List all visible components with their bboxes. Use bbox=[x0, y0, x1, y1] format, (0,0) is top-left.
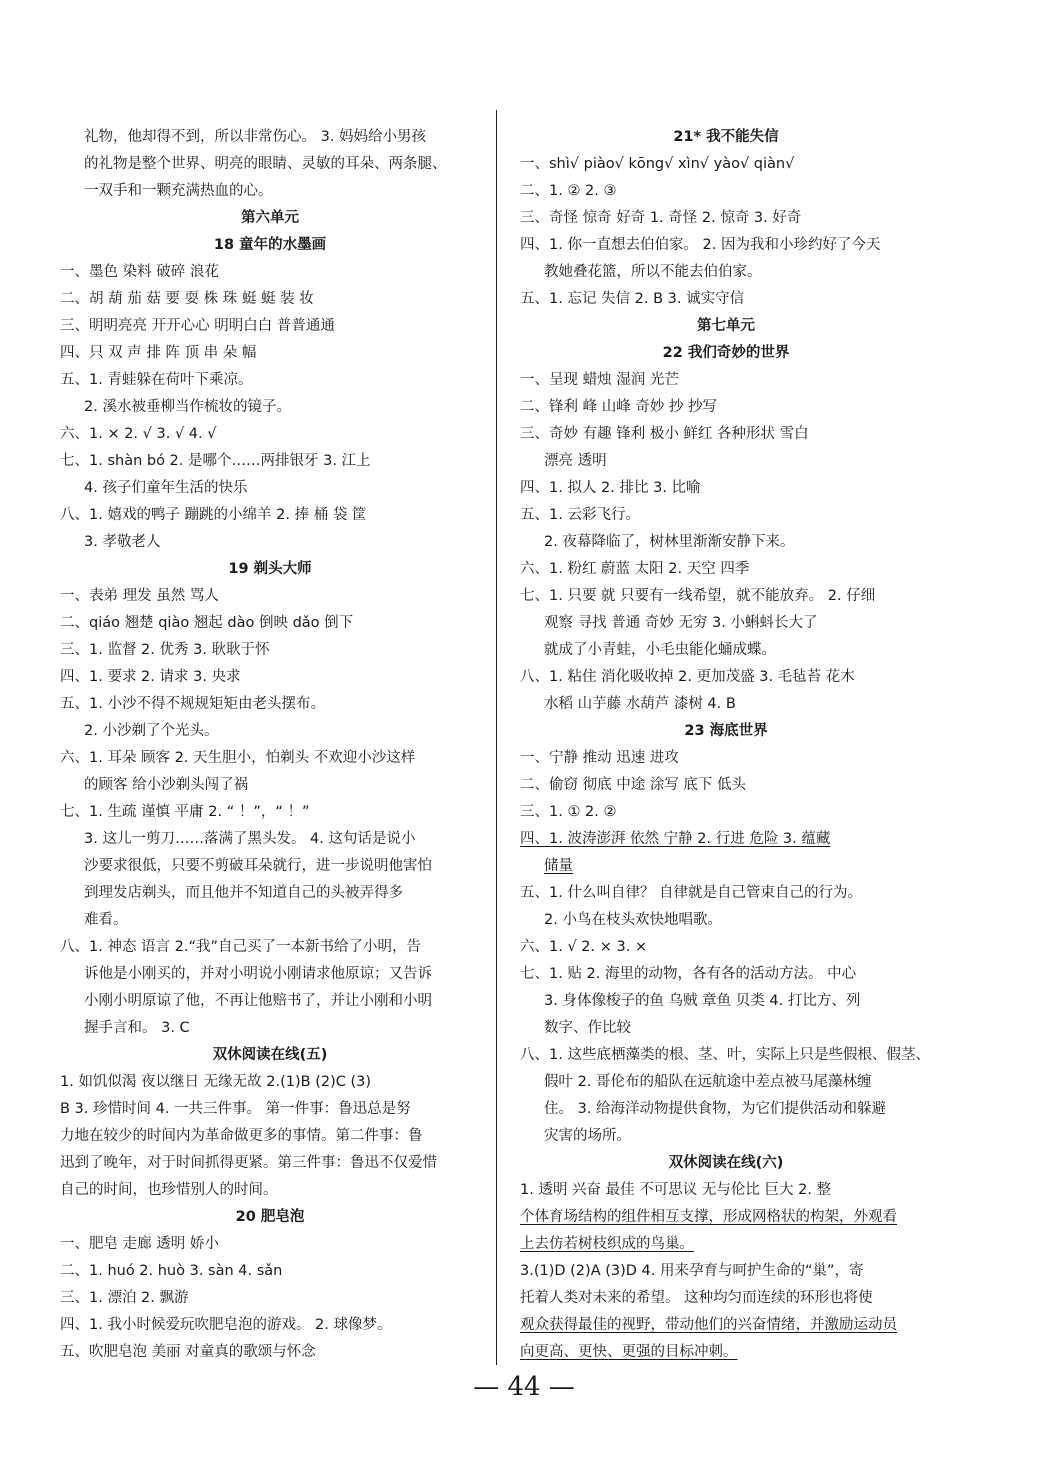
answer-line: 一双手和一颗充满热血的心。 bbox=[84, 183, 273, 199]
answer-line: 四、1. 你一直想去伯伯家。 2. 因为我和小珍约好了今天 bbox=[520, 237, 881, 253]
answer-line: 三、1. 漂泊 2. 飘游 bbox=[60, 1290, 189, 1306]
section-heading: 第七单元 bbox=[697, 318, 755, 334]
answer-line: 八、1. 神态 语言 2.“我”自己买了一本新书给了小明，告 bbox=[60, 939, 422, 955]
section-heading: 18 童年的水墨画 bbox=[213, 237, 327, 253]
answer-line: 3.(1)D (2)A (3)D 4. 用来孕育与呵护生命的“巢”，寄 bbox=[520, 1263, 864, 1279]
answer-line: 二、1. huó 2. huò 3. sàn 4. sǎn bbox=[60, 1263, 283, 1279]
section-heading: 20 肥皂泡 bbox=[235, 1209, 305, 1225]
answer-line: 八、1. 嬉戏的鸭子 蹦跳的小绵羊 2. 捧 桶 袋 筐 bbox=[60, 507, 367, 523]
answer-line: 五、1. 什么叫自律？ 自律就是自己管束自己的行为。 bbox=[520, 885, 863, 901]
answer-line: 三、1. 监督 2. 优秀 3. 耿耿于怀 bbox=[60, 642, 270, 658]
page-number: — 44 — bbox=[473, 1372, 575, 1402]
answer-line: 上去仿若树枝织成的鸟巢。 bbox=[520, 1236, 694, 1252]
answer-line: 3. 孝敬老人 bbox=[84, 534, 161, 550]
answer-line: 住。 3. 给海洋动物提供食物，为它们提供活动和躲避 bbox=[544, 1101, 887, 1117]
answer-line: 漂亮 透明 bbox=[544, 453, 607, 469]
answer-line: 储量 bbox=[544, 858, 573, 874]
answer-line: 2. 小沙剃了个光头。 bbox=[84, 723, 219, 739]
answer-line: 七、1. 贴 2. 海里的动物，各有各的活动方法。 中心 bbox=[520, 966, 857, 982]
answer-line: 难看。 bbox=[84, 912, 128, 928]
answer-line: 的礼物是整个世界、明亮的眼睛、灵敏的耳朵、两条腿、 bbox=[84, 156, 447, 172]
section-heading: 22 我们奇妙的世界 bbox=[662, 345, 790, 361]
answer-line: 观察 寻找 普通 奇妙 无穷 3. 小蝌蚪长大了 bbox=[544, 615, 818, 631]
answer-line: 二、qiáo 翘楚 qiào 翘起 dào 倒映 dǎo 倒下 bbox=[60, 615, 354, 631]
answer-line: 四、1. 拟人 2. 排比 3. 比喻 bbox=[520, 480, 701, 496]
answer-line: 六、1. 粉红 蔚蓝 太阳 2. 天空 四季 bbox=[520, 561, 750, 577]
answer-line: 一、宁静 推动 迅速 进攻 bbox=[520, 750, 679, 766]
answer-line: 观众获得最佳的视野，带动他们的兴奋情绪，并激励运动员 bbox=[520, 1317, 897, 1333]
answer-line: 一、shì√ piào√ kōng√ xìn√ yào√ qiàn√ bbox=[520, 156, 795, 172]
left-column bbox=[60, 124, 480, 1366]
column-divider bbox=[496, 110, 497, 1365]
answer-line: 沙要求很低，只要不剪破耳朵就行，进一步说明他害怕 bbox=[84, 858, 432, 874]
answer-line: 三、明明亮亮 开开心心 明明白白 普普通通 bbox=[60, 318, 335, 334]
section-heading: 第六单元 bbox=[241, 210, 299, 226]
answer-line: 握手言和。 3. C bbox=[84, 1020, 190, 1036]
answer-line: 七、1. 只要 就 只要有一线希望，就不能放弃。 2. 仔细 bbox=[520, 588, 876, 604]
section-heading: 双休阅读在线(六) bbox=[668, 1155, 784, 1171]
answer-line: 六、1. √ 2. × 3. × bbox=[520, 939, 648, 955]
answer-line: 力地在较少的时间内为革命做更多的事情。第二件事：鲁 bbox=[60, 1128, 423, 1144]
answer-line: 七、1. 生疏 谨慎 平庸 2. “ ！”，“ ！” bbox=[60, 804, 310, 820]
section-heading: 23 海底世界 bbox=[684, 723, 768, 739]
answer-line: 八、1. 粘住 消化吸收掉 2. 更加茂盛 3. 毛毡苔 花木 bbox=[520, 669, 855, 685]
answer-line: 就成了小青蛙，小毛虫能化蛹成蝶。 bbox=[544, 642, 776, 658]
answer-line: 礼物，他却得不到，所以非常伤心。 3. 妈妈给小男孩 bbox=[84, 129, 427, 145]
answer-line: 3. 这儿一剪刀……落满了黑头发。 4. 这句话是说小 bbox=[84, 831, 416, 847]
section-heading: 19 剃头大师 bbox=[228, 561, 312, 577]
answer-line: 1. 如饥似渴 夜以继日 无缘无故 2.(1)B (2)C (3) bbox=[60, 1074, 372, 1090]
answer-line: 3. 身体像梭子的鱼 乌贼 章鱼 贝类 4. 打比方、列 bbox=[544, 993, 861, 1009]
answer-line: 诉他是小刚买的，并对小明说小刚请求他原谅；又告诉 bbox=[84, 966, 432, 982]
answer-line: 数字、作比较 bbox=[544, 1020, 631, 1036]
answer-line: 1. 透明 兴奋 最佳 不可思议 无与伦比 巨大 2. 整 bbox=[520, 1182, 832, 1198]
answer-line: B 3. 珍惜时间 4. 一共三件事。 第一件事：鲁迅总是努 bbox=[60, 1101, 411, 1117]
answer-line: 假叶 2. 哥伦布的船队在远航途中差点被马尾藻林缠 bbox=[544, 1074, 872, 1090]
answer-line: 四、1. 波涛澎湃 依然 宁静 2. 行进 危险 3. 蕴藏 bbox=[520, 831, 831, 847]
answer-line: 八、1. 这些底栖藻类的根、茎、叶，实际上只是些假根、假茎、 bbox=[520, 1047, 930, 1063]
answer-line: 四、只 双 声 排 阵 顶 串 朵 幅 bbox=[60, 345, 257, 361]
answer-line: 自己的时间，也珍惜别人的时间。 bbox=[60, 1182, 278, 1198]
answer-line: 七、1. shàn bó 2. 是哪个……两排银牙 3. 江上 bbox=[60, 453, 371, 469]
answer-line: 2. 溪水被垂柳当作梳妆的镜子。 bbox=[84, 399, 291, 415]
answer-line: 4. 孩子们童年生活的快乐 bbox=[84, 480, 248, 496]
answer-line: 五、1. 小沙不得不规规矩矩由老头摆布。 bbox=[60, 696, 325, 712]
section-heading: 双休阅读在线(五) bbox=[212, 1047, 328, 1063]
section-heading: 21* 我不能失信 bbox=[673, 129, 779, 145]
answer-line: 三、奇怪 惊奇 好奇 1. 奇怪 2. 惊奇 3. 好奇 bbox=[520, 210, 802, 226]
answer-line: 五、吹肥皂泡 美丽 对童真的歌颂与怀念 bbox=[60, 1344, 316, 1360]
answer-line: 教她叠花篮，所以不能去伯伯家。 bbox=[544, 264, 762, 280]
answer-line: 2. 小鸟在枝头欢快地唱歌。 bbox=[544, 912, 722, 928]
answer-line: 二、1. ② 2. ③ bbox=[520, 183, 617, 199]
answer-line: 一、墨色 染料 破碎 浪花 bbox=[60, 264, 219, 280]
answer-line: 六、1. × 2. √ 3. √ 4. √ bbox=[60, 426, 217, 442]
answer-line: 个体育场结构的组件相互支撑，形成网格状的构架，外观看 bbox=[520, 1209, 897, 1225]
answer-line: 三、奇妙 有趣 锋利 极小 鲜红 各种形状 雪白 bbox=[520, 426, 809, 442]
answer-line: 一、表弟 理发 虽然 骂人 bbox=[60, 588, 219, 604]
answer-line: 的顾客 给小沙剃头闯了祸 bbox=[84, 777, 249, 793]
answer-line: 二、胡 葫 茄 菇 要 耍 株 珠 蜓 蜓 装 妆 bbox=[60, 291, 314, 307]
right-column bbox=[520, 124, 932, 1366]
answer-line: 四、1. 要求 2. 请求 3. 央求 bbox=[60, 669, 241, 685]
answer-line: 五、1. 云彩飞行。 bbox=[520, 507, 640, 523]
answer-line: 二、偷窃 彻底 中途 涂写 底下 低头 bbox=[520, 777, 747, 793]
answer-line: 二、锋利 峰 山峰 奇妙 抄 抄写 bbox=[520, 399, 718, 415]
answer-line: 到理发店剃头，而且他并不知道自己的头被弄得多 bbox=[84, 885, 403, 901]
answer-line: 水稻 山芋藤 水葫芦 漆树 4. B bbox=[544, 696, 736, 712]
answer-line: 托着人类对未来的希望。 这种均匀而连续的环形也将使 bbox=[520, 1290, 873, 1306]
answer-line: 五、1. 青蛙躲在荷叶下乘凉。 bbox=[60, 372, 253, 388]
answer-line: 小刚小明原谅了他，不再让他赔书了，并让小刚和小明 bbox=[84, 993, 432, 1009]
answer-line: 六、1. 耳朵 顾客 2. 天生胆小，怕剃头 不欢迎小沙这样 bbox=[60, 750, 416, 766]
answer-line: 三、1. ① 2. ② bbox=[520, 804, 617, 820]
answer-line: 一、肥皂 走廊 透明 娇小 bbox=[60, 1236, 219, 1252]
answer-line: 五、1. 忘记 失信 2. B 3. 诚实守信 bbox=[520, 291, 745, 307]
answer-line: 一、呈现 蜡烛 湿润 光芒 bbox=[520, 372, 679, 388]
answer-line: 灾害的场所。 bbox=[544, 1128, 631, 1144]
answer-line: 2. 夜幕降临了，树林里渐渐安静下来。 bbox=[544, 534, 795, 550]
answer-line: 迅到了晚年，对于时间抓得更紧。第三件事：鲁迅不仅爱惜 bbox=[60, 1155, 437, 1171]
answer-line: 四、1. 我小时候爱玩吹肥皂泡的游戏。 2. 球像梦。 bbox=[60, 1317, 392, 1333]
answer-line: 向更高、更快、更强的目标冲刺。 bbox=[520, 1344, 738, 1360]
